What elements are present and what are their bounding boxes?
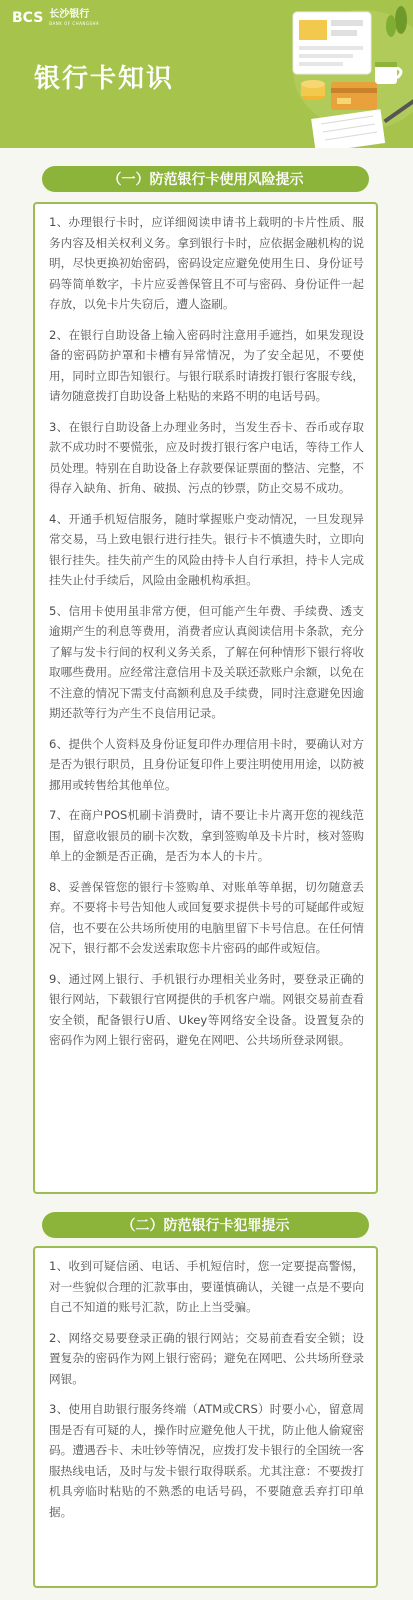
logo-mark: BCS: [12, 10, 44, 26]
section-2-box: [33, 1246, 378, 1588]
list-item: 1、办理银行卡时，应详细阅读申请书上载明的卡片性质、服务内容及相关权利义务。拿到银行卡时，应依据金融机构的说明，尽快更换初始密码，密码设定应避免使用生日、身份证号码等简单数字，卡片应妥善保管且不可与密码、身份证件一起存放，以免卡片失窃后，遭人盗刷。: [49, 215, 364, 311]
page-title: 银行卡知识: [34, 64, 175, 94]
list-item: 2、在银行自助设备上输入密码时注意用手遮挡，如果发现设备的密码防护罩和卡槽有异常情况，为了安全起见，不要使用，同时立即告知银行。与银行联系时请拨打银行客服专线，请勿随意拨打自助设备上粘贴的来路不明的电话号码。: [49, 327, 364, 403]
logo-bank-name: 长沙银行: [49, 9, 90, 20]
list-item: 3、在银行自助设备上办理业务时，当发生吞卡、吞币或存取款不成功时不要慌张，应及时拨打银行客户电话，等待工作人员处理。特别在自助设备上存款要保证票面的整洁、完整，不得存入缺角、折角、破损、污点的钞票，防止交易不成功。: [49, 419, 364, 495]
header-banner: [0, 0, 413, 148]
section-2-heading: （二）防范银行卡犯罪提示: [42, 1212, 369, 1238]
bank-logo: [12, 10, 99, 26]
logo-bank-english: BANK OF CHANGSHA: [49, 21, 100, 26]
list-item: 4、开通手机短信服务，随时掌握账户变动情况，一旦发现异常交易，马上致电银行进行挂失。银行卡不慎遗失时，立即向银行挂失。挂失前产生的风险由持卡人自行承担，持卡人完成挂失止付手续后，风险由金融机构承担。: [49, 511, 364, 587]
desk-illustration-icon: [213, 0, 413, 148]
list-item: 9、通过网上银行、手机银行办理相关业务时，要登录正确的银行网站，下载银行官网提供的手机客户端。网银交易前查看安全锁，配备银行U盾、Ukey等网络安全设备。设置复杂的密码作为网上银行密码，避免在网吧、公共场所登录网银。: [49, 971, 364, 1047]
list-item: 8、妥善保管您的银行卡签购单、对账单等单据，切勿随意丢弃。不要将卡号告知他人或回复要求提供卡号的可疑邮件或短信，也不要在公共场所使用的电脑里留下卡号信息。在任何情况下，银行都不会发送索取您卡片密码的邮件或短信。: [49, 879, 364, 955]
section-1-heading: （一）防范银行卡使用风险提示: [42, 166, 369, 192]
list-item: 7、在商户POS机刷卡消费时，请不要让卡片离开您的视线范围，留意收银员的刷卡次数，拿到签购单及卡片时，核对签购单上的金额是否正确，是否为本人的卡片。: [49, 808, 364, 863]
list-item: 5、信用卡使用虽非常方便，但可能产生年费、手续费、透支逾期产生的利息等费用，消费者应认真阅读信用卡条款，充分了解与发卡行间的权利义务关系，了解在何种情形下银行将收取哪些费用。应经常注意信用卡及关联还款账户余额，以免在不注意的情况下需支付高额利息及手续费，同时注意避免因逾期还款等行为产生不良信用记录。: [49, 603, 364, 720]
list-item: 3、使用自助银行服务终端（ATM或CRS）时要小心，留意周围是否有可疑的人，操作时应避免他人干扰，防止他人偷窥密码。遭遇吞卡、未吐钞等情况，应拨打发卡银行的全国统一客服热线电话，及时与发卡银行取得联系。尤其注意：不要拨打机具旁临时粘贴的不熟悉的电话号码，不要随意丢弃打印单据。: [49, 1402, 364, 1519]
list-item: 6、提供个人资料及身份证复印件办理信用卡时，要确认对方是否为银行职员，且身份证复印件上要注明使用用途，以防被挪用或转售给其他单位。: [49, 736, 364, 792]
list-item: 1、收到可疑信函、电话、手机短信时，您一定要提高警惕，对一些貌似合理的汇款事由，要谨慎确认，关键一点是不要向自己不知道的账号汇款，防止上当受骗。: [49, 1259, 364, 1314]
list-item: 2、网络交易要登录正确的银行网站；交易前查看安全锁；设置复杂的密码作为网上银行密码；避免在网吧、公共场所登录网银。: [49, 1330, 364, 1386]
section-1-box: [33, 202, 378, 1194]
